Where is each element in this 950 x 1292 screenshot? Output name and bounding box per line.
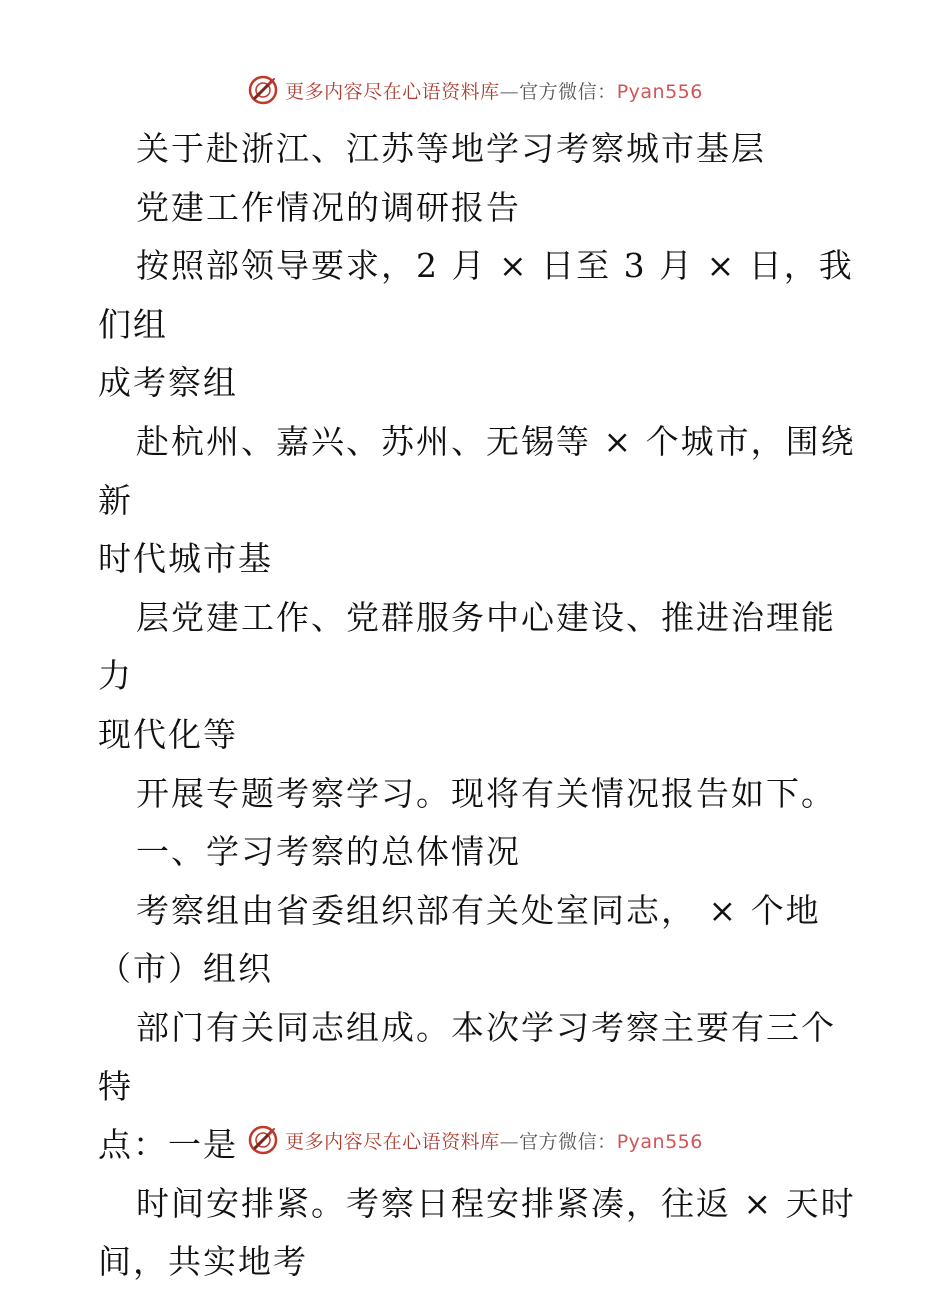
watermark-separator: — [499, 80, 520, 103]
watermark-wechat-label: 官方微信： [519, 1130, 617, 1153]
body-line: 层党建工作、党群服务中心建设、推进治理能力 [98, 597, 836, 696]
body-line: 点：一是 [98, 1125, 238, 1165]
body-line: （市）组织 [98, 949, 273, 989]
watermark-wechat-id: Pyan556 [616, 80, 703, 103]
body-line: 赴杭州、嘉兴、苏州、无锡等 × 个城市，围绕新 [98, 421, 856, 520]
body-line: 成考察组 [98, 363, 238, 403]
brush-circle-logo-icon [247, 74, 279, 106]
watermark-wechat-label: 官方微信： [519, 80, 617, 103]
body-line: 开展专题考察学习。现将有关情况报告如下。 [136, 773, 836, 813]
document-title-line-1: 关于赴浙江、江苏等地学习考察城市基层 [136, 129, 766, 168]
watermark-separator: — [499, 1130, 520, 1153]
body-line: 考察组由省委组织部有关处室同志， × 个地 [136, 890, 821, 930]
body-line: 现代化等 [98, 714, 238, 754]
document-body [98, 120, 858, 1292]
brush-circle-logo-icon [247, 1124, 279, 1156]
body-line: 时代城市基 [98, 539, 273, 579]
body-line: 部门有关同志组成。本次学习考察主要有三个特 [98, 1007, 836, 1106]
body-line: 间，共实地考 [98, 1242, 308, 1282]
watermark-wechat-id: Pyan556 [616, 1130, 703, 1153]
body-line: 时间安排紧。考察日程安排紧凑，往返 × 天时 [136, 1183, 856, 1223]
watermark-brand: 更多内容尽在心语资料库 [285, 1130, 500, 1153]
header-watermark [0, 70, 950, 110]
section-heading: 一、学习考察的总体情况 [136, 832, 521, 872]
watermark-text [285, 77, 703, 104]
document-title-line-2: 党建工作情况的调研报告 [136, 187, 521, 227]
watermark-text [285, 1127, 703, 1154]
body-line: 按照部领导要求，2 月 × 日至 3 月 × 日，我们组 [98, 246, 854, 344]
watermark-brand: 更多内容尽在心语资料库 [285, 80, 500, 103]
footer-watermark [0, 1120, 950, 1160]
